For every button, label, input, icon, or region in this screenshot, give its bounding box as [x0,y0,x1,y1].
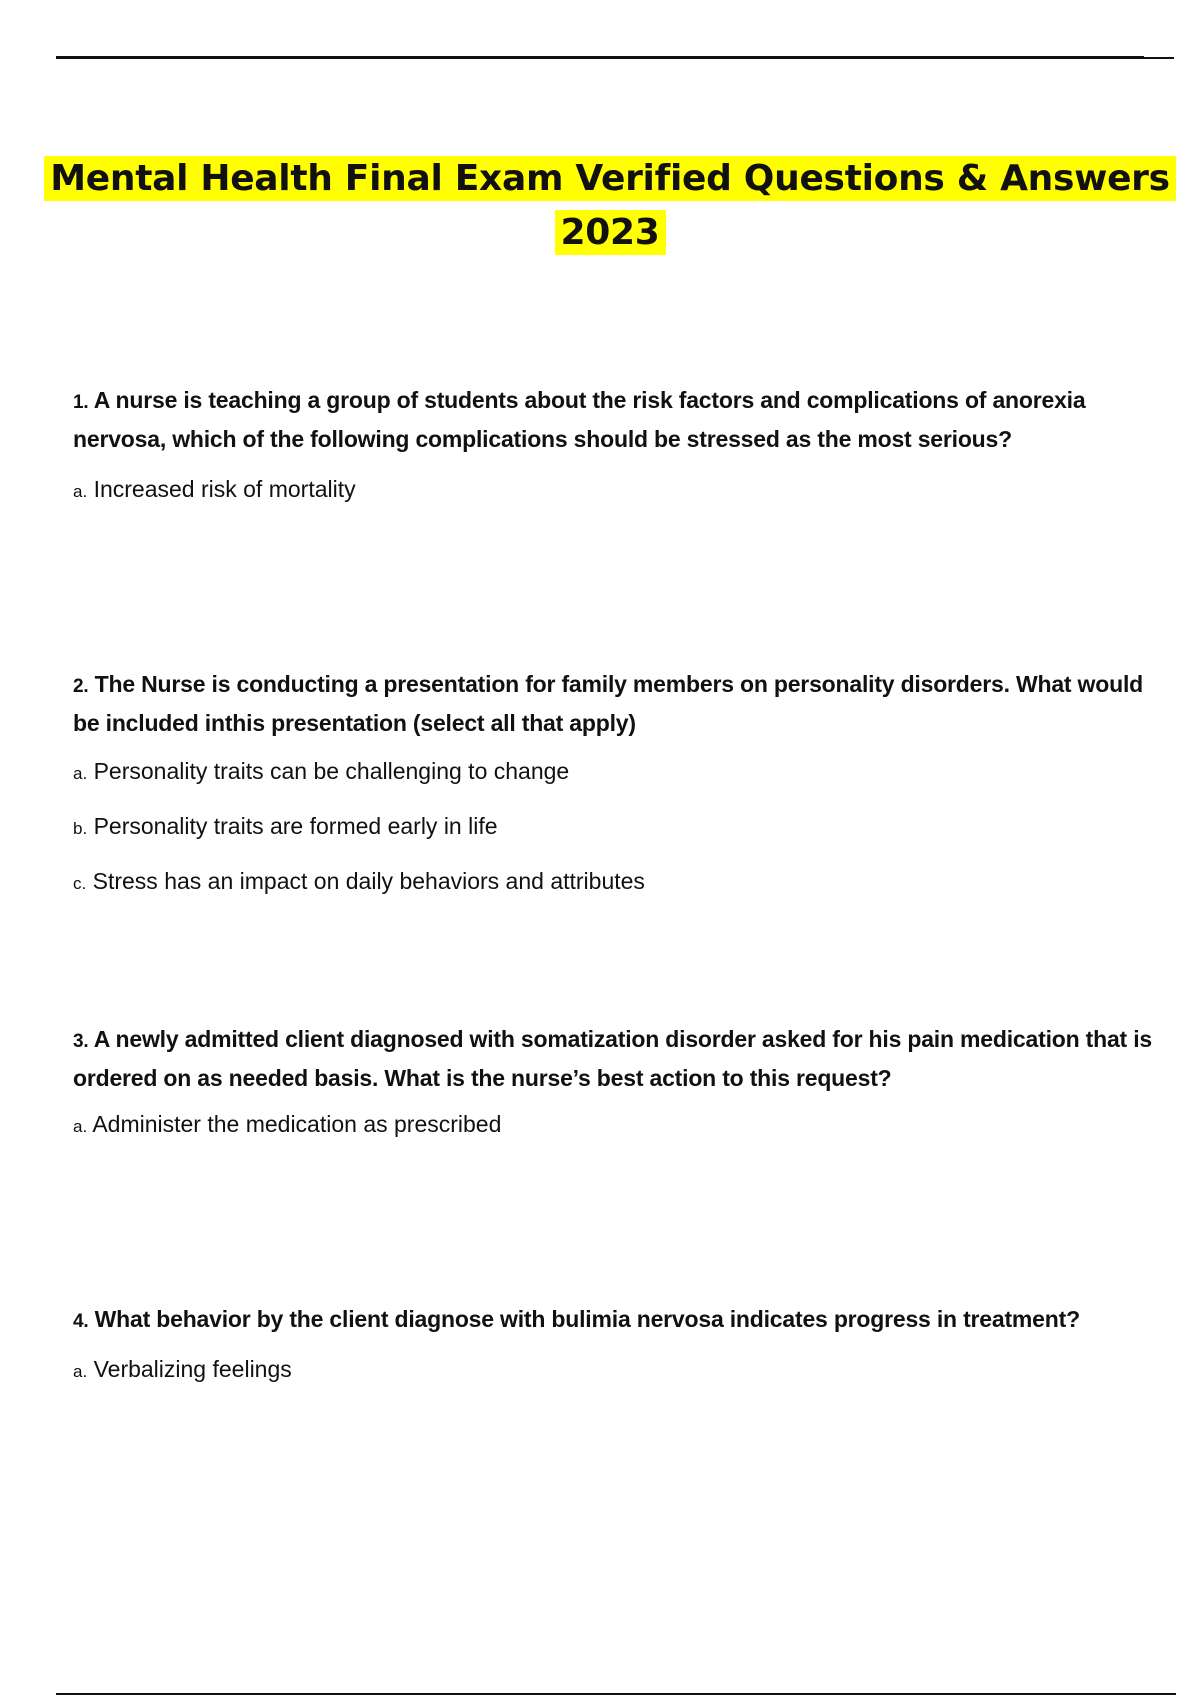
answer-list [73,1111,1173,1140]
answer-item [73,476,1173,505]
answer-item [73,868,1173,897]
title-line-1: Mental Health Final Exam Verified Questions & Answers [44,156,1176,201]
answer-text: Verbalizing feelings [93,1356,292,1382]
answer-text: Personality traits are formed early in life [93,813,498,839]
question-body: What behavior by the client diagnose with bulimia nervosa indicates progress in treatment? [94,1306,1080,1332]
question-text [73,1021,1173,1097]
answer-text: Administer the medication as prescribed [92,1111,502,1137]
header-rule [56,56,1144,59]
question-number: 1. [73,392,89,413]
title-line-2: 2023 [555,210,666,255]
answer-item [73,1111,1173,1140]
question-number: 2. [73,676,89,697]
question-text [73,382,1173,458]
question-1 [73,382,1173,505]
question-body: A newly admitted client diagnosed with somatization disorder asked for his pain medication that is ordered on as needed basis. What is the nurse’s best action to this request? [73,1026,1152,1091]
answer-letter: b. [73,819,88,838]
answer-letter: a. [73,1117,88,1136]
answer-letter: a. [73,764,88,783]
question-4 [73,1301,1173,1385]
footer-rule [56,1693,1176,1695]
answer-list [73,758,1173,897]
answer-letter: a. [73,482,88,501]
question-2 [73,666,1173,923]
answer-item [73,813,1173,842]
document-title [0,152,1200,260]
answer-item [73,1356,1173,1385]
answer-text: Increased risk of mortality [93,476,356,502]
answer-list [73,476,1173,505]
question-body: A nurse is teaching a group of students about the risk factors and complications of anorexia nervosa, which of the following complications should be stressed as the most serious? [73,387,1086,452]
question-text [73,666,1173,742]
answer-list [73,1356,1173,1385]
answer-letter: a. [73,1362,88,1381]
question-number: 4. [73,1311,89,1332]
question-number: 3. [73,1031,89,1052]
header-rule-extension [1144,57,1174,59]
question-3 [73,1021,1173,1140]
answer-letter: c. [73,874,87,893]
answer-item [73,758,1173,787]
question-body: The Nurse is conducting a presentation for family members on personality disorders. What would be included inthis presentation (select all that apply) [73,671,1143,736]
answer-text: Personality traits can be challenging to change [93,758,570,784]
answer-text: Stress has an impact on daily behaviors and attributes [92,868,645,894]
question-text [73,1301,1173,1340]
